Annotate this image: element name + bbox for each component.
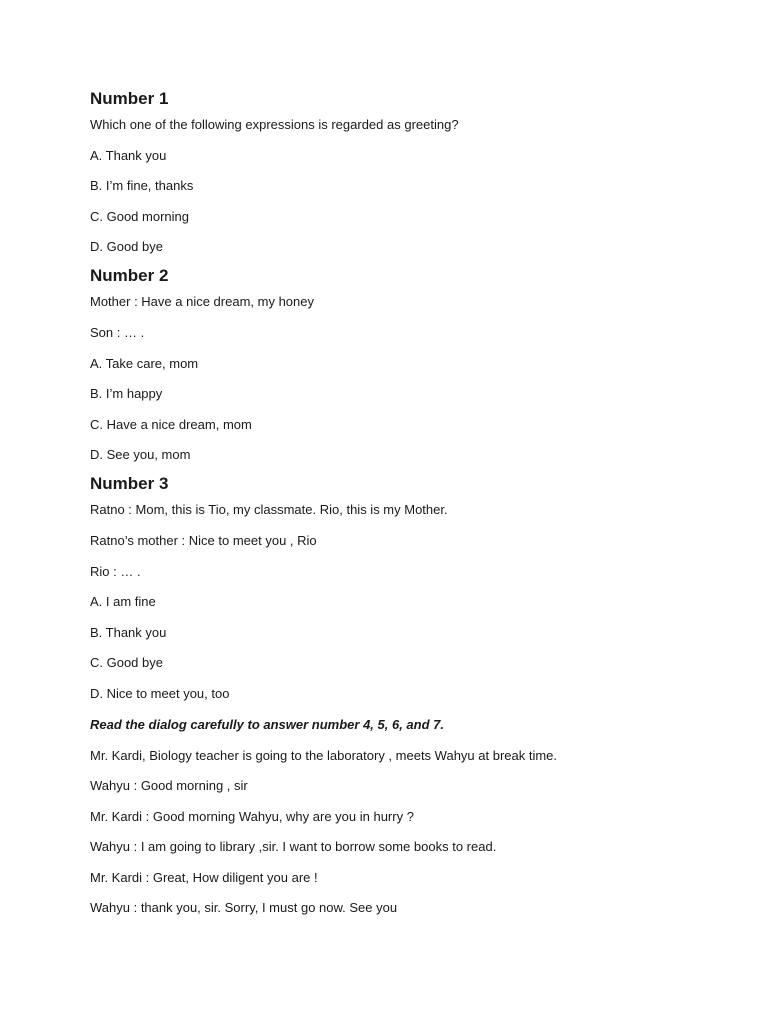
question-2-dialog-line: Son : … . xyxy=(90,324,145,340)
question-3-option-a: A. I am fine xyxy=(90,594,156,610)
dialog-line: Mr. Kardi : Great, How diligent you are ! xyxy=(90,869,318,885)
question-2 xyxy=(90,266,730,462)
dialog-line: Mr. Kardi : Good morning Wahyu, why are you in hurry ? xyxy=(90,808,414,824)
question-2-option-a: A. Take care, mom xyxy=(90,355,199,371)
question-1-option-b: B. I’m fine, thanks xyxy=(90,178,194,194)
dialog-line: Wahyu : Good morning , sir xyxy=(90,778,248,794)
dialog-line: Wahyu : I am going to library ,sir. I want to borrow some books to read. xyxy=(90,839,497,855)
question-1-option-c: C. Good morning xyxy=(90,208,189,224)
question-3-heading: Number 3 xyxy=(90,474,169,494)
reading-instruction: Read the dialog carefully to answer number 4, 5, 6, and 7. xyxy=(90,716,444,732)
question-1-heading: Number 1 xyxy=(90,89,169,108)
question-2-dialog-line: Mother : Have a nice dream, my honey xyxy=(90,294,314,310)
question-3-dialog-line: Ratno : Mom, this is Tio, my classmate. Rio, this is my Mother. xyxy=(90,502,448,518)
question-3-option-d: D. Nice to meet you, too xyxy=(90,685,230,701)
question-2-option-d: D. See you, mom xyxy=(90,447,191,463)
dialog-line: Wahyu : thank you, sir. Sorry, I must go now. See you xyxy=(90,900,398,916)
question-1-option-d: D. Good bye xyxy=(90,239,163,255)
question-3-dialog-line: Ratno’s mother : Nice to meet you , Rio xyxy=(90,532,317,548)
question-1-text: Which one of the following expressions is regarded as greeting? xyxy=(90,117,459,132)
question-1 xyxy=(90,89,730,254)
dialog-passage xyxy=(90,748,730,916)
dialog-line: Mr. Kardi, Biology teacher is going to the laboratory , meets Wahyu at break time. xyxy=(90,747,558,763)
question-3-option-b: B. Thank you xyxy=(90,624,167,640)
question-3 xyxy=(90,474,730,701)
question-3-option-c: C. Good bye xyxy=(90,655,163,671)
document-page xyxy=(90,89,730,931)
question-2-option-c: C. Have a nice dream, mom xyxy=(90,416,252,432)
question-3-dialog-line: Rio : … . xyxy=(90,563,141,579)
question-1-option-a: A. Thank you xyxy=(90,147,167,163)
question-2-heading: Number 2 xyxy=(90,266,169,286)
question-2-option-b: B. I’m happy xyxy=(90,386,163,402)
